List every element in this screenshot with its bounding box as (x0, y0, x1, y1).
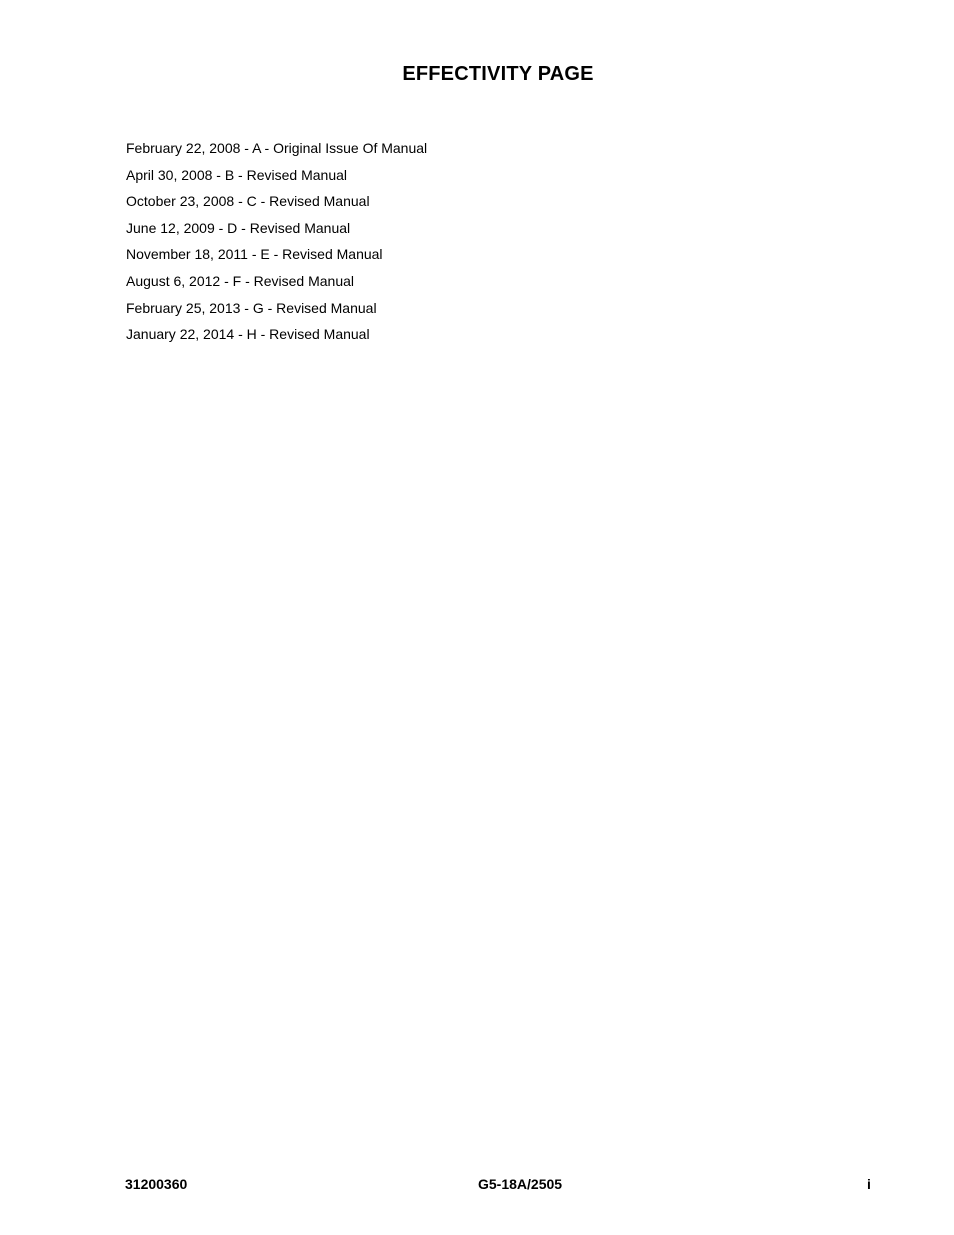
page-title: EFFECTIVITY PAGE (402, 63, 594, 85)
model-number: G5-18A/2505 (478, 1176, 563, 1192)
revision-entry: June 12, 2009 - D - Revised Manual (126, 219, 351, 236)
revision-entry: October 23, 2008 - C - Revised Manual (126, 193, 370, 210)
revision-entry: August 6, 2012 - F - Revised Manual (126, 272, 355, 289)
revision-entry: April 30, 2008 - B - Revised Manual (126, 166, 347, 183)
revision-entry: February 22, 2008 - A - Original Issue Of Manual (126, 140, 428, 156)
page-number: i (867, 1176, 871, 1192)
revision-entry: January 22, 2014 - H - Revised Manual (126, 326, 370, 343)
page-footer (0, 1176, 954, 1196)
revision-list (126, 135, 427, 348)
revision-entry: February 25, 2013 - G - Revised Manual (126, 299, 377, 316)
document-number: 31200360 (125, 1176, 188, 1192)
revision-entry: November 18, 2011 - E - Revised Manual (126, 246, 383, 263)
